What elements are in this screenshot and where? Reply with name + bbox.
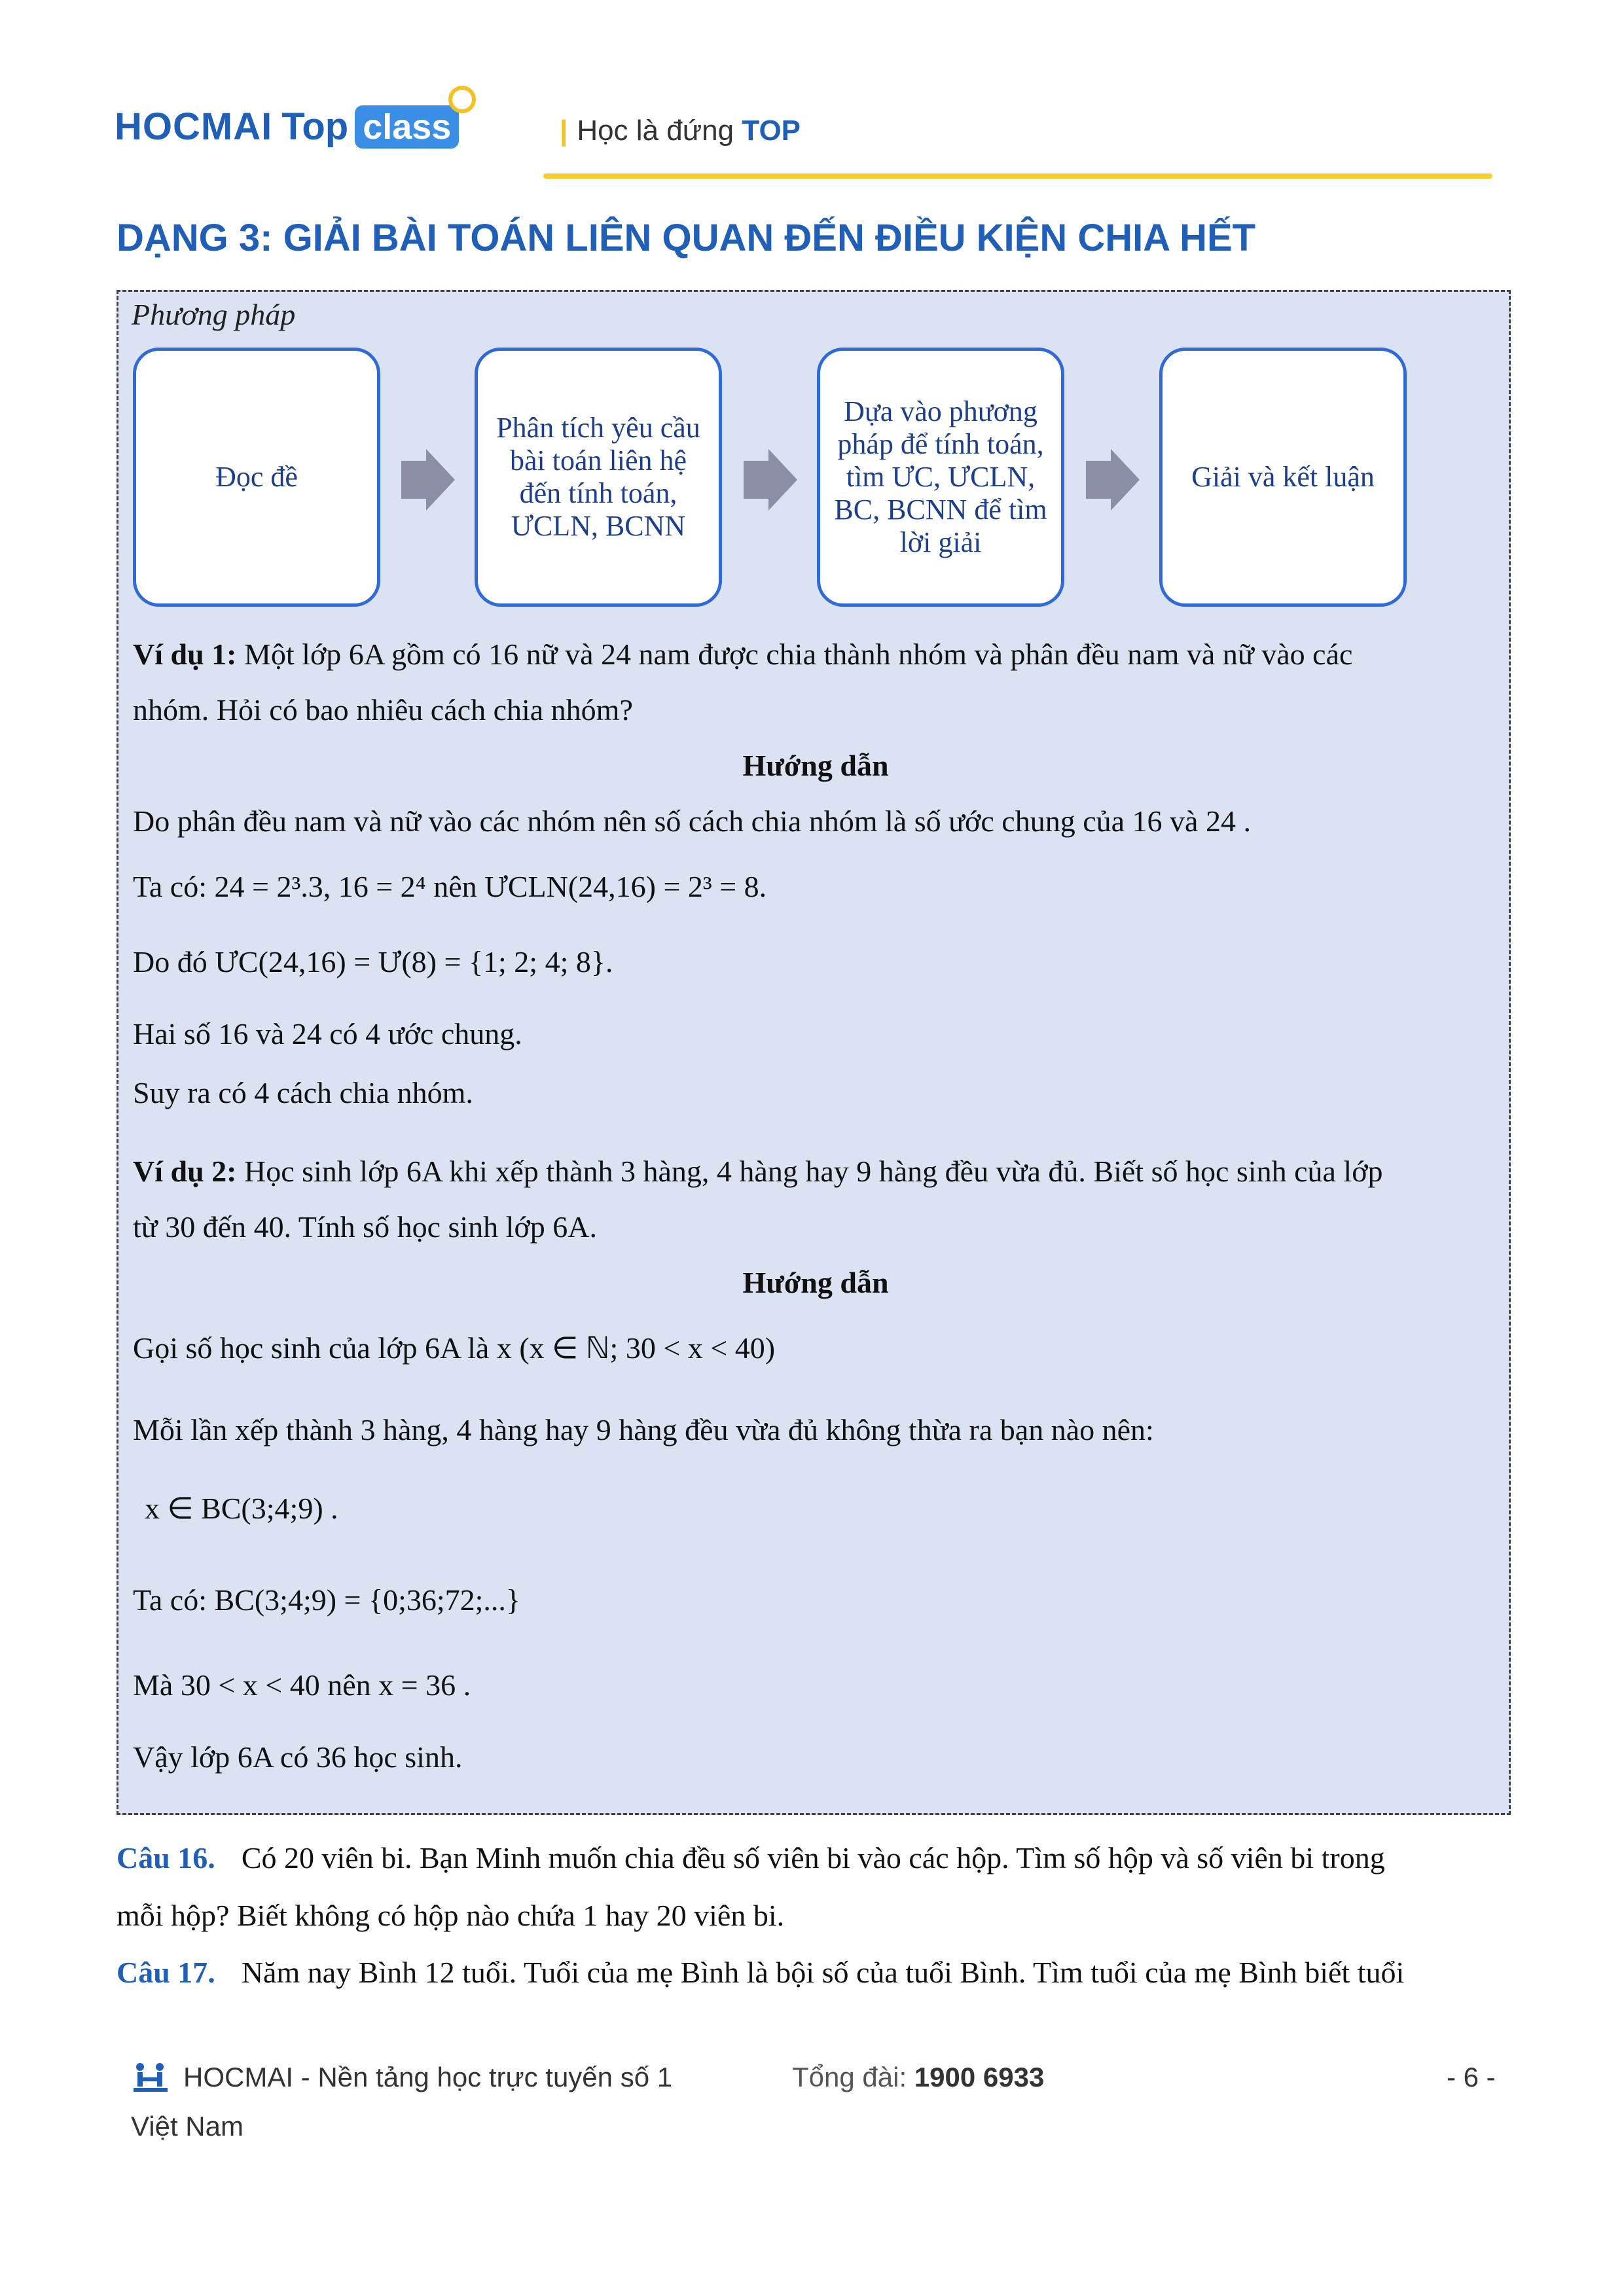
tagline-bar: |	[560, 115, 568, 147]
example1-line: Hai số 16 và 24 có 4 ước chung.	[133, 1017, 522, 1050]
footer-text: - Nền tảng học trực tuyến số 1	[293, 2062, 673, 2092]
example2-line: Mỗi lần xếp thành 3 hàng, 4 hàng hay 9 hàng đều vừa đủ không thừa ra bạn nào nên:	[133, 1413, 1154, 1446]
question-17-line1: Năm nay Bình 12 tuổi. Tuổi của mẹ Bình là bội số của tuổi Bình. Tìm tuổi của mẹ Bình biết tuổi	[241, 1956, 1405, 1989]
example1-line: Suy ra có 4 cách chia nhóm.	[133, 1076, 473, 1109]
question-16-line2: mỗi hộp? Biết không có hộp nào chứa 1 hay 20 viên bi.	[117, 1899, 785, 1932]
example2-line: Mà 30 < x < 40 nên x = 36 .	[133, 1668, 471, 1702]
section-title: DẠNG 3: GIẢI BÀI TOÁN LIÊN QUAN ĐẾN ĐIỀU KIỆN CHIA HẾT	[117, 217, 1256, 259]
question-17	[117, 1944, 1511, 2001]
flow-step-conclude: Giải và kết luận	[1159, 348, 1407, 607]
example2-line: Vậy lớp 6A có 36 học sinh.	[133, 1740, 463, 1774]
example1-text-line1: Một lớp 6A gồm có 16 nữ và 24 nam được chia thành nhóm và phân đều nam và nữ vào các	[236, 637, 1353, 671]
tagline	[560, 115, 801, 147]
example2-line: Ta có: BC(3;4;9) = {0;36;72;...}	[133, 1583, 521, 1617]
example1-statement	[133, 626, 1494, 683]
example2-label: Ví dụ 2:	[133, 1155, 237, 1188]
footer-brand-link[interactable]: HOCMAI	[183, 2062, 293, 2092]
example2-line: x ∈ BC(3;4;9) .	[145, 1492, 338, 1525]
example2-text-line2: từ 30 đến 40. Tính số học sinh lớp 6A.	[133, 1210, 598, 1244]
method-box	[117, 290, 1511, 1815]
tagline-top: TOP	[742, 115, 801, 147]
footer-tagline	[183, 2062, 672, 2093]
footer-phone-number: 1900 6933	[914, 2062, 1045, 2092]
logo-class-badge	[355, 105, 459, 149]
flow-step-read: Đọc đề	[133, 348, 380, 607]
sun-icon	[448, 86, 476, 113]
question-16-number: Câu 16.	[117, 1841, 215, 1874]
example1-guide-heading: Hướng dẫn	[742, 749, 889, 782]
question-17-number: Câu 17.	[117, 1956, 215, 1989]
example1-text-line2: nhóm. Hỏi có bao nhiêu cách chia nhóm?	[133, 693, 633, 726]
example2-line: Gọi số học sinh của lớp 6A là x (x ∈ ℕ; 30 < x < 40)	[133, 1331, 776, 1365]
example1-line: Do phân đều nam và nữ vào các nhóm nên số cách chia nhóm là số ước chung của 16 và 24 .	[133, 804, 1251, 838]
logo-class-text: class	[363, 107, 452, 147]
tagline-text: Học là đứng	[577, 115, 734, 147]
example1-label: Ví dụ 1:	[133, 637, 237, 671]
example2-text-line1: Học sinh lớp 6A khi xếp thành 3 hàng, 4 hàng hay 9 hàng đều vừa đủ. Biết số học sinh của lớp	[236, 1155, 1383, 1188]
footer-phone-label: Tổng đài:	[792, 2062, 914, 2092]
logo-top-text: Top	[281, 105, 349, 148]
page-number: - 6 -	[1447, 2062, 1496, 2092]
example2-statement	[133, 1143, 1494, 1200]
hocmai-logo-icon	[131, 2062, 170, 2093]
question-16-line1: Có 20 viên bi. Bạn Minh muốn chia đều số viên bi vào các hộp. Tìm số hộp và số viên bi trong	[241, 1841, 1385, 1874]
logo-hocmai-text: HOCMAI	[115, 105, 273, 148]
header-divider	[543, 173, 1492, 179]
example2-guide-heading: Hướng dẫn	[742, 1266, 889, 1299]
method-label: Phương pháp	[132, 298, 296, 331]
example1-line: Ta có: 24 = 2³.3, 16 = 2⁴ nên ƯCLN(24,16) = 2³ = 8.	[133, 870, 767, 903]
hocmai-topclass-logo	[115, 105, 459, 149]
flow-step-analyze: Phân tích yêu cầu bài toán liên hệ đến tính toán, ƯCLN, BCNN	[475, 348, 722, 607]
question-16	[117, 1829, 1511, 1887]
footer-phone	[792, 2062, 1044, 2093]
flow-step-compute: Dựa vào phương pháp để tính toán, tìm ƯC, ƯCLN, BC, BCNN để tìm lời giải	[817, 348, 1064, 607]
footer-text-line2: Việt Nam	[131, 2111, 244, 2142]
example1-line: Do đó ƯC(24,16) = Ư(8) = {1; 2; 4; 8}.	[133, 945, 613, 978]
